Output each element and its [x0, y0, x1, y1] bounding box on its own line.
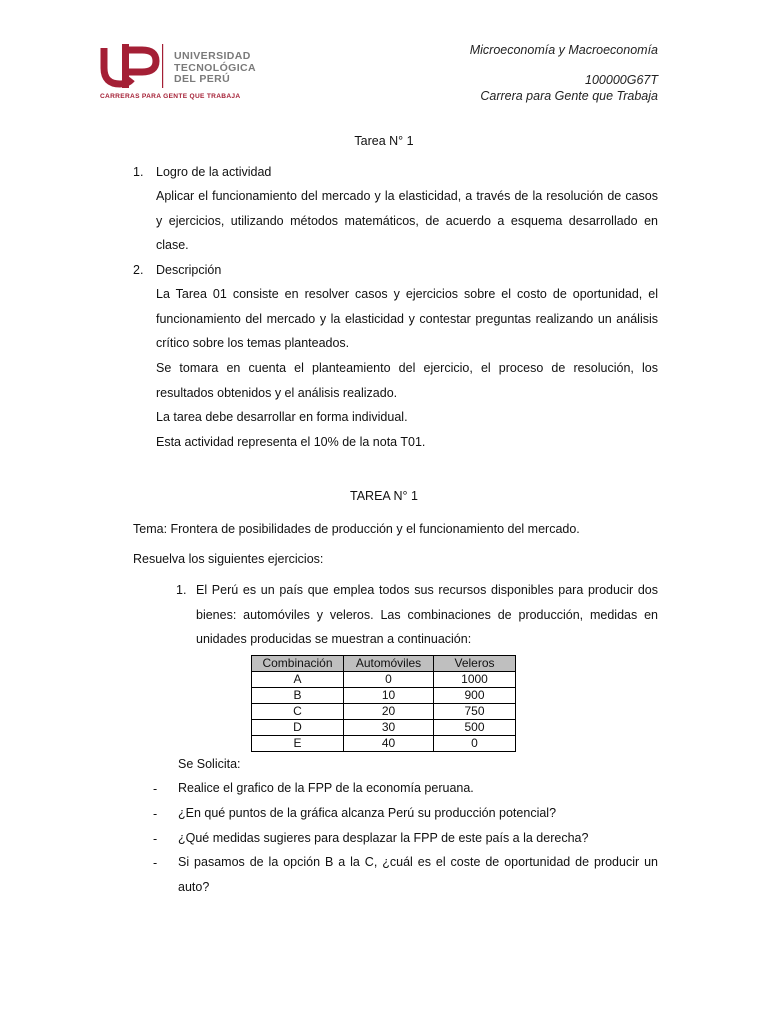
bullet-text: Si pasamos de la opción B a la C, ¿cuál es el coste de oportunidad de producir un auto?: [178, 855, 658, 894]
section-number: 1.: [133, 165, 144, 179]
topic-line: Tema: Frontera de posibilidades de producción y el funcionamiento del mercado.: [133, 522, 580, 536]
course-name: Microeconomía y Macroeconomía: [469, 43, 658, 57]
table-row: [252, 704, 516, 720]
table-row: [252, 736, 516, 752]
table-row: [252, 688, 516, 704]
program-name: Carrera para Gente que Trabaja: [480, 89, 658, 103]
section-number: 2.: [133, 263, 144, 277]
table-cell: B: [252, 688, 344, 704]
bullet-dash: -: [153, 807, 158, 821]
university-name: [174, 51, 256, 86]
section-heading: Descripción: [156, 263, 222, 277]
instructions-line: Resuelva los siguientes ejercicios:: [133, 552, 324, 566]
table-cell: 500: [434, 720, 516, 736]
table-cell: 1000: [434, 672, 516, 688]
table-cell: 0: [344, 672, 434, 688]
bullet-dash: -: [153, 782, 158, 796]
university-name-line: UNIVERSIDAD: [174, 50, 251, 62]
exercise-number: 1.: [176, 583, 187, 597]
university-name-line: TECNOLÓGICA: [174, 61, 256, 74]
bullet-text: ¿En qué puntos de la gráfica alcanza Perú su producción potencial?: [178, 806, 557, 820]
section-line: Esta actividad representa el 10% de la nota T01.: [156, 435, 426, 449]
table-cell: 30: [344, 720, 434, 736]
logo-tagline: CARRERAS PARA GENTE QUE TRABAJA: [100, 93, 241, 100]
bullet-text: Realice el grafico de la FPP de la economía peruana.: [178, 781, 474, 795]
table-row: [252, 720, 516, 736]
bullet-dash: -: [153, 856, 158, 870]
table-cell: C: [252, 704, 344, 720]
table-cell: 40: [344, 736, 434, 752]
bullet-dash: -: [153, 832, 158, 846]
course-header: [470, 42, 658, 104]
bullet-text: ¿Qué medidas sugieres para desplazar la FPP de este país a la derecha?: [178, 831, 589, 845]
table-row: [252, 672, 516, 688]
page-title: Tarea N° 1: [354, 134, 414, 148]
table-header-cell: Automóviles: [344, 656, 434, 672]
section-text: La Tarea 01 consiste en resolver casos y ejercicios sobre el costo de oportunidad, el funcionamiento del mercado y la elasticidad y contestar preguntas realizando un análisis crítico sobre los temas planteados.: [156, 287, 658, 351]
utp-logo-icon: [100, 42, 164, 90]
utp-logo: [100, 42, 260, 104]
table-cell: D: [252, 720, 344, 736]
table-header-cell: Combinación: [252, 656, 344, 672]
section-title: TAREA N° 1: [350, 489, 418, 503]
table-cell: E: [252, 736, 344, 752]
table-cell: 750: [434, 704, 516, 720]
section-line: La tarea debe desarrollar en forma individual.: [156, 410, 408, 424]
request-heading: Se Solicita:: [178, 757, 241, 771]
exercise-text: El Perú es un país que emplea todos sus recursos disponibles para producir dos bienes: automóviles y veleros. Las combinaciones de producción, medidas en unidades producidas se muestran a continuación:: [196, 583, 658, 647]
section-text: Se tomara en cuenta el planteamiento del ejercicio, el proceso de resolución, los resultados obtenidos y el análisis realizado.: [156, 361, 658, 400]
section-text: Aplicar el funcionamiento del mercado y la elasticidad, a través de la resolución de casos y ejercicios, utilizando métodos matemáticos, de acuerdo a esquema desarrollado en clase.: [156, 189, 658, 253]
production-table: [251, 655, 516, 752]
table-cell: 0: [434, 736, 516, 752]
table-cell: 20: [344, 704, 434, 720]
table-header-row: [252, 656, 516, 672]
course-code: 100000G67T: [585, 73, 658, 87]
table-cell: 10: [344, 688, 434, 704]
table-cell: 900: [434, 688, 516, 704]
section-heading: Logro de la actividad: [156, 165, 272, 179]
table-cell: A: [252, 672, 344, 688]
university-name-line: DEL PERÚ: [174, 73, 231, 85]
table-header-cell: Veleros: [434, 656, 516, 672]
